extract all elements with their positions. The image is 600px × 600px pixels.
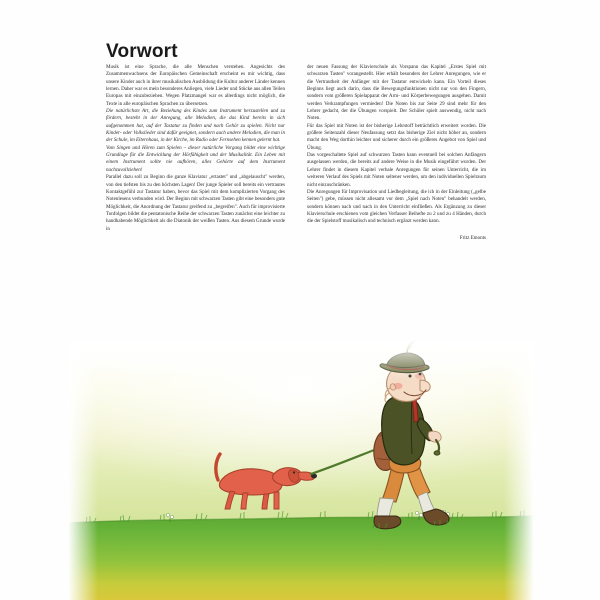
paragraph: Musik ist eine Sprache, die alle Menschen verstehen. Angesichts des Zusammenwachsens der Europäischen Gemeinschaft erscheint es mir wichtig, dass unsere Kinder auch in ihrer musikalischen Ausbildung die Kultur anderer Länder kennen lernen. Daher war es mein besonderes Anliegen, viele Lieder und Stücke aus allen Teilen Europas mit einzubeziehen. Wegen Platzmangel war es allerdings nicht möglich, die Texte in alle europäischen Sprachen zu übersetzen.	[106, 64, 285, 107]
jacket	[382, 396, 425, 465]
text-columns	[106, 64, 486, 242]
paragraph: der neuen Fassung der Klavierschule als Vorspann das Kapitel „Erstes Spiel mit schwarzen Tasten" vorangestellt. Hier erhält besonders der Lehrer Anregungen, wie er die Vertrautheit der Anfänger mit der Tastatur entwickeln kann. Ein Vorteil dieses Beginns liegt auch darin, dass die Bewegungsfunktionen nicht nur von den Fingern, sondern vom größeren Spielapparat der Arm- und Körperbewegungen ausgehen. Damit werden Verkrampfungen vermieden! Die Noten bis zur Seite 29 sind mehr für den Lehrer gedacht, der die Übungen vorspielt. Der Schüler spielt auswendig, nicht nach Noten.	[307, 64, 486, 122]
paragraph: Die natürlichste Art, die Beziehung des Kindes zum Instrument herzustellen und zu fördern, besteht in der Anregung, alle Melodien, die das Kind bereits in sich aufgenommen hat, auf der Tastatur zu finden und nach Gehör zu spielen. Nicht nur Kinder- oder Volkslieder sind dafür geeignet, sondern auch andere Melodien, die man in der Schule, im Elternhaus, in der Kirche, im Radio oder Fernsehen kennen gelernt hat.	[106, 108, 285, 144]
paragraph: Parallel dazu soll zu Beginn die ganze Klaviatur „ertastet" und „abgelauscht" werden, von den tiefsten bis zu den höchsten Lagen! Der junge Spieler soll bereits ein vertrautes Kontaktgefühl zur Tastatur haben, bevor das Spiel mit dem komplizierten Vorgang des Notenlesens verbunden wird. Der Beginn mit schwarzen Tasten gibt eine besonders gute Möglichkeit, die Anordnung der Tastatur greifend zu „begreifen". Auch für improvisierte Tonfolgen bildet die pentatonische Reihe der schwarzen Tasten zunächst eine leichter zu handhabende Möglichkeit als die Diatonik der weißen Tasten. Aus diesem Grunde wurde in	[106, 174, 285, 232]
page-title: Vorwort	[106, 40, 178, 62]
illustration	[68, 340, 534, 600]
right-column	[307, 64, 486, 242]
meadow	[68, 516, 534, 600]
boot	[374, 516, 401, 529]
author-signature: Fritz Emonts	[459, 234, 486, 241]
paragraph: Die Anregungen für Improvisation und Liedbegleitung, die ich in der Einleitung („gelbe Seiten") gebe, müssen nicht allesamt vor dem „Spiel nach Noten" behandelt werden, sondern können nach und nach in den Unterricht einfließen. Als Ergänzung zu dieser Klavierschule erschienen vom gleichen Verfasser Beihefte zu 2 und zu 4 Händen, durch die der Spielstoff musikalisch und technisch ergänzt werden kann.	[307, 188, 486, 225]
paragraph: Das vorgeschaltete Spiel auf schwarzen Tasten kann eventuell bei solchen Anfängern ausgelassen werden, die bereits auf andere Weise in die Musik eingeführt wurden. Der Lehrer findet in diesem Kapitel verbale Anregungen für seinen Unterricht, die im weiteren Verlauf des Spiels mit Noten seltener werden, um den individuellen Spielraum nicht einzuschränken.	[307, 152, 486, 188]
left-column	[106, 64, 285, 242]
paragraph: Für das Spiel mit Noten ist der bisherige Lehrstoff beträchtlich erweitert worden. Die größere Seitenzahl dieser Neufassung setzt das bisherige Ziel nicht höher an, sondern macht den Weg dorthin leichter und sicherer durch ein größeres Angebot von Spiel und Übung.	[307, 122, 486, 151]
edge-fade-top	[68, 340, 534, 380]
paragraph: Vom Singen und Hören zum Spielen – dieser natürliche Vorgang bildet eine wichtige Grundlage für die Entwicklung der Hörfähigkeit und der Musikalität. Ein Leben mit einem Instrument sollte nie aufhören, alles Gehörte auf dem Instrument nachzuvollziehen!	[106, 144, 285, 173]
